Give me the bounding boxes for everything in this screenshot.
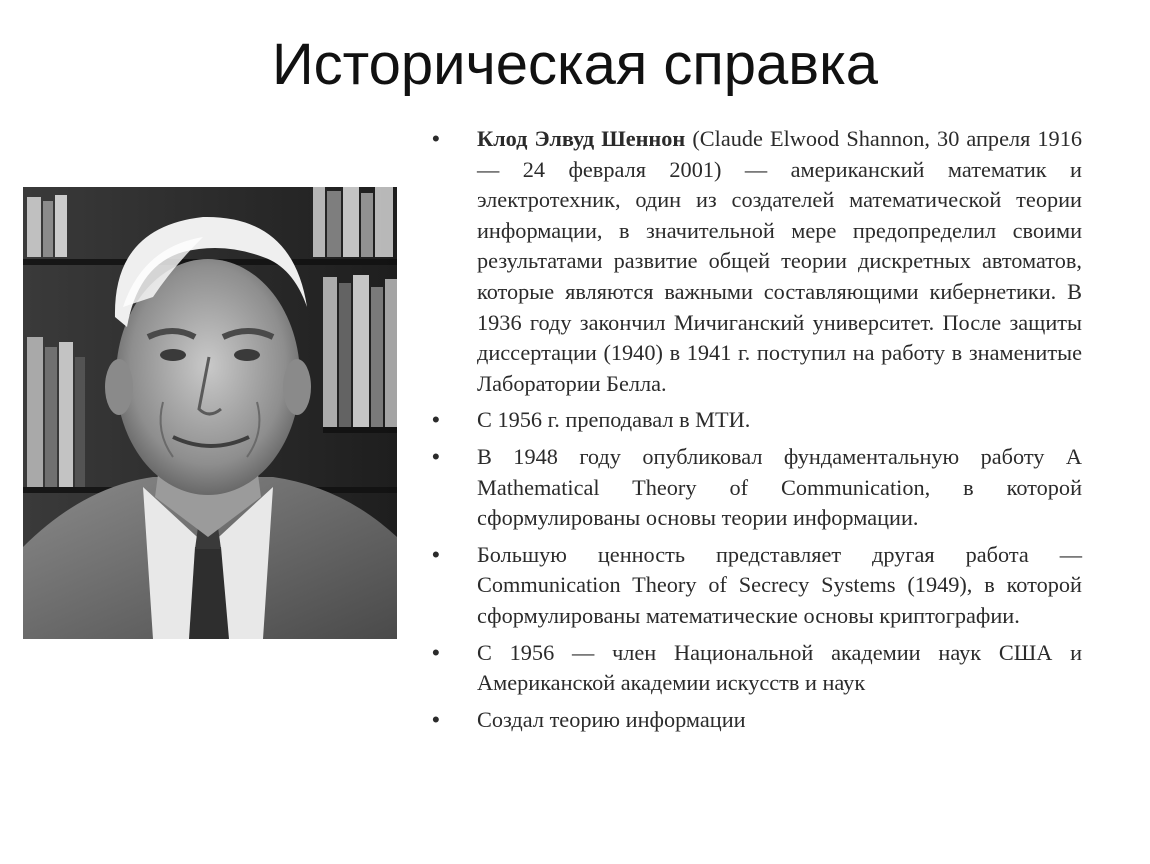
bullet-item-1948 (432, 442, 1082, 534)
bullet-item-mit (432, 405, 1082, 436)
bullet-text: В 1948 году опубликовал фундаментальную работу A Mathematical Theory of Communication, в которой сформулированы основы теории информации. (477, 443, 1082, 531)
bullet-text: Большую ценность представляет другая работа — Communication Theory of Secrecy Systems (1949), в которой сформулированы математические основы криптографии. (477, 541, 1082, 628)
bullet-text: С 1956 г. преподавал в МТИ. (477, 407, 751, 433)
portrait-illustration (23, 187, 397, 639)
bullet-text: С 1956 — член Национальной академии наук США и Американской академии искусств и наук (477, 639, 1082, 696)
bullet-text: (Claude Elwood Shannon, 30 апреля 1916 — 24 февраля 2001) — американский математик и электротехник, один из создателей математической теории информации, в значительной мере предопределил своими результатами развитие общей теории дискретных автоматов, которые являются важными составляющими кибернетики. В 1936 году закончил Мичиганский университет. После защиты диссертации (1940) в 1941 г. поступил на работу в знаменитые Лаборатории Белла. (477, 126, 1082, 396)
bullet-marker: • (432, 443, 440, 469)
bullet-marker: • (432, 639, 440, 665)
bullet-item-theory (432, 705, 1082, 736)
bullet-item-secrecy (432, 540, 1082, 632)
bullet-marker: • (432, 541, 440, 567)
portrait-photo (23, 187, 397, 639)
bullet-name-bold: Клод Элвуд Шеннон (477, 126, 686, 151)
bullet-item-bio (432, 124, 1082, 399)
bullet-marker: • (432, 126, 440, 151)
slide-title: Историческая справка (271, 32, 879, 97)
bullet-marker: • (432, 706, 440, 732)
bullet-text: Создал теорию информации (477, 706, 746, 732)
bullet-marker: • (432, 407, 440, 433)
bullet-item-academy (432, 638, 1082, 699)
bullet-list (432, 124, 1082, 741)
